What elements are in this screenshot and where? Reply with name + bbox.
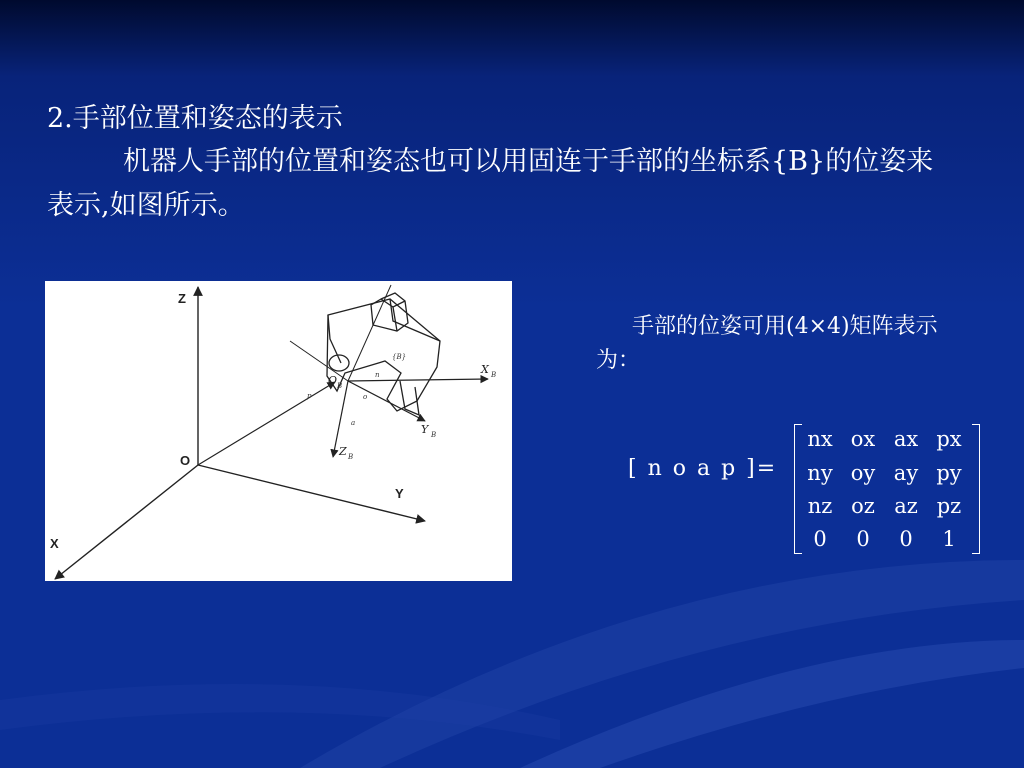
matrix-cell: ay <box>893 461 919 485</box>
slide-title: 2.手部位置和姿态的表示 <box>47 103 343 134</box>
vector-n-label: n <box>375 371 380 379</box>
matrix-cell: oy <box>850 461 876 485</box>
vector-a-label: a <box>351 419 356 427</box>
matrix-cell: ox <box>850 427 876 451</box>
svg-text:B: B <box>348 453 354 461</box>
matrix-lhs: [ n o a p ]= <box>628 456 778 481</box>
matrix-cell: 1 <box>942 527 956 551</box>
matrix-cell: 0 <box>813 527 827 551</box>
svg-text:Y: Y <box>421 423 429 436</box>
diagram-svg <box>45 281 512 581</box>
world-origin-label: O <box>180 453 191 468</box>
matrix-cell: py <box>936 461 962 485</box>
hand-yb-axis <box>348 381 425 421</box>
matrix-cell: pz <box>936 494 962 518</box>
svg-text:Z: Z <box>339 445 347 458</box>
hand-frame-diagram <box>45 281 512 581</box>
hand-xb-axis <box>348 379 488 381</box>
world-x-label: X <box>50 536 59 551</box>
vector-o-label: o <box>363 393 368 401</box>
matrix-cell: px <box>936 427 962 451</box>
approach-line-ext <box>290 341 348 381</box>
matrix-cell: oz <box>851 494 875 518</box>
matrix-cell: nz <box>807 494 833 518</box>
svg-text:B: B <box>491 371 497 379</box>
svg-text:O: O <box>328 374 338 387</box>
pose-matrix <box>794 424 980 554</box>
matrix-cell: 0 <box>899 527 913 551</box>
matrix-cell: ny <box>807 461 833 485</box>
svg-text:B: B <box>337 382 343 390</box>
svg-text:B: B <box>431 431 437 439</box>
frame-b-label: {B} <box>392 353 407 361</box>
gripper-body <box>327 293 440 415</box>
matrix-right-bracket <box>972 424 980 554</box>
position-vector-p <box>198 382 335 465</box>
matrix-cell: nx <box>807 427 833 451</box>
matrix-cell: ax <box>893 427 919 451</box>
world-y-label: Y <box>395 486 404 501</box>
svg-text:X: X <box>481 363 489 376</box>
matrix-caption: 手部的位姿可用(4×4)矩阵表示为： <box>596 314 938 373</box>
world-y-axis <box>198 465 425 521</box>
world-z-label: Z <box>178 291 186 306</box>
hand-yb-label <box>421 423 436 439</box>
vector-p-label: p <box>307 392 312 400</box>
hand-xb-label <box>480 363 496 379</box>
matrix-cell: 0 <box>856 527 870 551</box>
slide-body-text: 机器人手部的位置和姿态也可以用固连于手部的坐标系{B}的位姿来表示,如图所示。 <box>47 146 934 221</box>
hand-zb-label <box>338 445 353 461</box>
approach-line <box>348 285 391 381</box>
world-x-axis <box>55 465 198 579</box>
matrix-cell: az <box>894 494 918 518</box>
